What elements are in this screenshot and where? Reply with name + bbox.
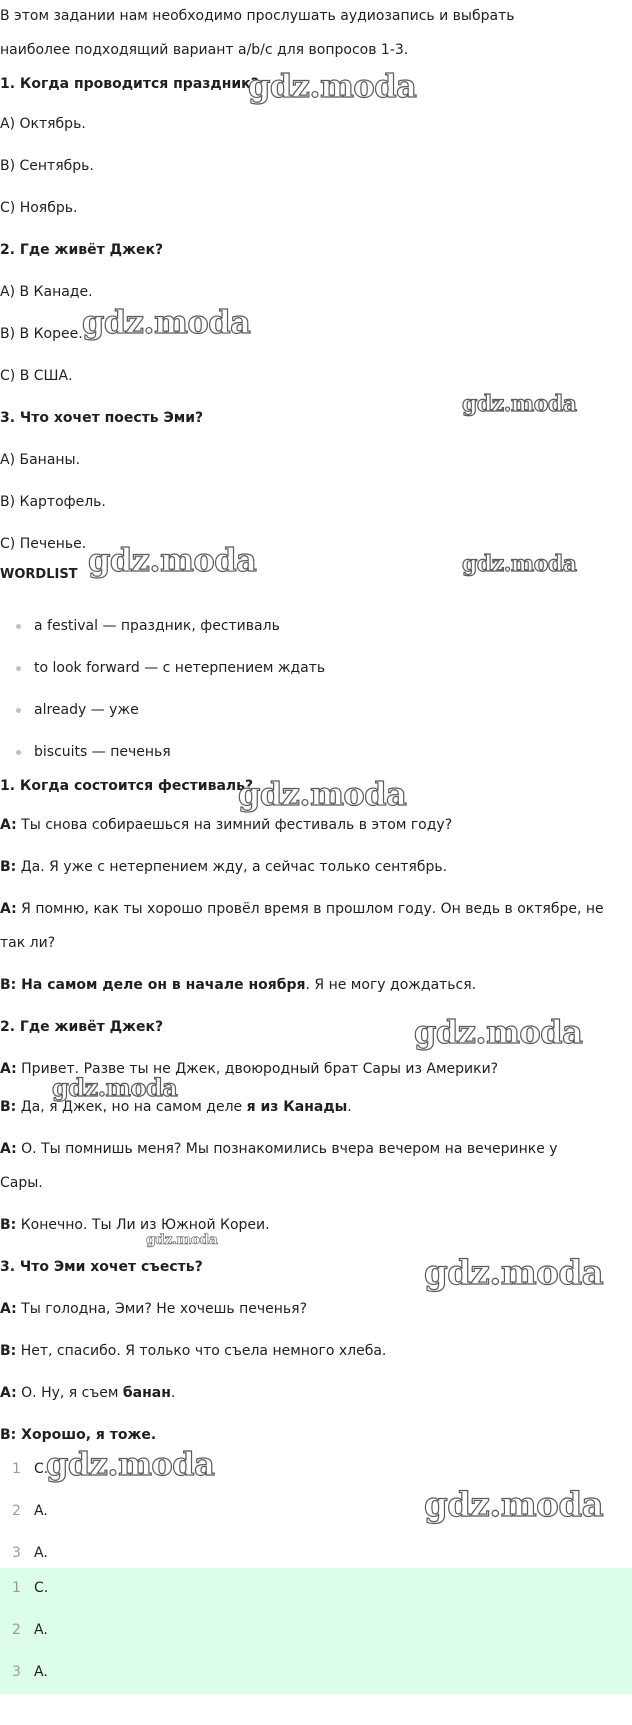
dialogue-title: 2. Где живёт Джек?	[0, 1019, 164, 1035]
question-option: C) Печенье.	[0, 536, 87, 552]
speaker-label: B:	[0, 1217, 17, 1233]
watermark-logo: gdz.moda	[248, 67, 417, 105]
watermark-logo: gdz.moda	[238, 775, 407, 813]
watermark-logo: gdz.moda	[414, 1013, 583, 1051]
dialogue-line	[0, 857, 447, 877]
question-option: A) Октябрь.	[0, 116, 86, 132]
dialogue-line	[0, 1341, 386, 1361]
answer-number: 1	[12, 1461, 21, 1477]
speaker-label: A:	[0, 1301, 17, 1317]
dialogue-text: Да, я Джек, но на самом деле	[16, 1099, 247, 1115]
answer-value: A.	[34, 1622, 48, 1638]
dialogue-text: . Я не могу дождаться.	[305, 977, 477, 993]
question-title: 3. Что хочет поесть Эми?	[0, 410, 204, 426]
question-title: 2. Где живёт Джек?	[0, 242, 164, 258]
dialogue-text: Ты снова собираешься на зимний фестиваль в этом году?	[16, 817, 453, 833]
dialogue-answer-bold: я из Канады	[246, 1099, 348, 1115]
dialogue-line	[0, 1299, 307, 1319]
dialogue-line	[0, 1139, 558, 1159]
answer-number: 3	[12, 1545, 21, 1561]
speaker-label: A:	[0, 1141, 17, 1157]
question-option: A) В Канаде.	[0, 284, 93, 300]
watermark-logo: gdz.moda	[424, 1253, 604, 1293]
wordlist-item: a festival — праздник, фестиваль	[34, 618, 280, 634]
wordlist-item: biscuits — печенья	[34, 744, 171, 760]
dialogue-text: Конечно. Ты Ли из Южной Кореи.	[16, 1217, 270, 1233]
dialogue-line-continued: так ли?	[0, 935, 56, 951]
dialogue-line-continued: Сары.	[0, 1175, 43, 1191]
dialogue-title: 3. Что Эми хочет съесть?	[0, 1259, 203, 1275]
answer-value: C.	[34, 1461, 49, 1477]
bullet-icon	[16, 624, 21, 629]
answer-number: 2	[12, 1622, 21, 1638]
dialogue-line	[0, 815, 452, 835]
watermark-logo: gdz.moda	[146, 1232, 218, 1248]
speaker-label: B:	[0, 1427, 17, 1443]
answer-value: A.	[34, 1664, 48, 1680]
question-title: 1. Когда проводится праздник?	[0, 76, 259, 92]
dialogue-title: 1. Когда состоится фестиваль?	[0, 778, 254, 794]
bullet-icon	[16, 750, 21, 755]
dialogue-text: О. Ты помнишь меня? Мы познакомились вчера вечером на вечеринке у	[16, 1141, 558, 1157]
dialogue-line: A: О. Ну, я съем банан.	[0, 1385, 176, 1401]
watermark-logo: gdz.moda	[462, 391, 577, 417]
watermark-logo: gdz.moda	[46, 1445, 215, 1483]
dialogue-text: Нет, спасибо. Я только что съела немного хлеба.	[16, 1343, 387, 1359]
answer-value: C.	[34, 1580, 49, 1596]
dialogue-line	[0, 1215, 270, 1235]
answer-number: 3	[12, 1664, 21, 1680]
speaker-label: B:	[0, 977, 17, 993]
dialogue-line	[0, 975, 476, 995]
wordlist-item: already — уже	[34, 702, 139, 718]
speaker-label: A:	[0, 901, 17, 917]
question-option: B) В Корее.	[0, 326, 83, 342]
question-option: B) Сентябрь.	[0, 158, 94, 174]
question-option: A) Бананы.	[0, 452, 81, 468]
speaker-label: B:	[0, 859, 17, 875]
watermark-logo: gdz.moda	[88, 541, 257, 579]
question-option: C) Ноябрь.	[0, 200, 78, 216]
answer-value: A.	[34, 1503, 48, 1519]
watermark-logo: gdz.moda	[52, 1073, 178, 1102]
speaker-label: B:	[0, 1099, 17, 1115]
dialogue-answer-bold: банан	[122, 1385, 171, 1401]
watermark-logo: gdz.moda	[82, 303, 251, 341]
dialogue-line	[0, 1425, 156, 1445]
dialogue-line: B: Да, я Джек, но на самом деле я из Канады.	[0, 1099, 352, 1115]
dialogue-text: Да. Я уже с нетерпением жду, а сейчас только сентябрь.	[16, 859, 448, 875]
intro-line-2: наиболее подходящий вариант a/b/c для вопросов 1-3.	[0, 42, 409, 58]
question-option: B) Картофель.	[0, 494, 106, 510]
dialogue-text: Я помню, как ты хорошо провёл время в прошлом году. Он ведь в октябре, не	[16, 901, 604, 917]
dialogue-text: Хорошо, я тоже.	[16, 1427, 157, 1443]
wordlist-heading: WORDLIST	[0, 567, 78, 582]
answers-highlight-block	[0, 1568, 632, 1694]
answer-value: A.	[34, 1545, 48, 1561]
dialogue-text: О. Ну, я съем	[16, 1385, 123, 1401]
dialogue-line	[0, 899, 604, 919]
speaker-label: A:	[0, 1061, 17, 1077]
bullet-icon	[16, 708, 21, 713]
dialogue-text: Ты голодна, Эми? Не хочешь печенья?	[16, 1301, 308, 1317]
watermark-logo: gdz.moda	[462, 551, 577, 577]
answer-number: 1	[12, 1580, 21, 1596]
dialogue-answer-bold: На самом деле он в начале ноября	[16, 977, 306, 993]
speaker-label: A:	[0, 817, 17, 833]
wordlist-item: to look forward — с нетерпением ждать	[34, 660, 326, 676]
watermark-logo: gdz.moda	[424, 1485, 604, 1525]
speaker-label: B:	[0, 1343, 17, 1359]
bullet-icon	[16, 666, 21, 671]
answer-number: 2	[12, 1503, 21, 1519]
question-option: C) В США.	[0, 368, 73, 384]
intro-line-1: В этом задании нам необходимо прослушать аудиозапись и выбрать	[0, 8, 515, 24]
speaker-label: A:	[0, 1385, 17, 1401]
dialogue-text: Привет. Разве ты не Джек, двоюродный брат Сары из Америки?	[16, 1061, 499, 1077]
